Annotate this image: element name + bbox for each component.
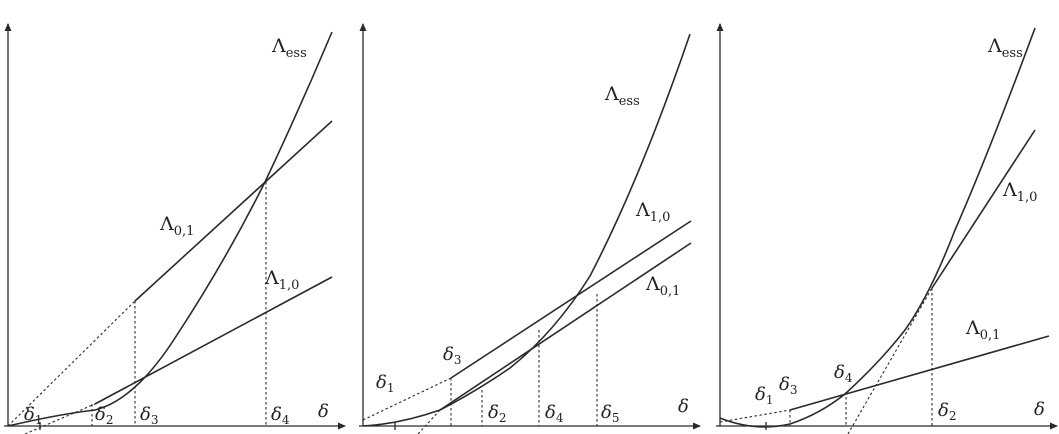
label-lambda-1-0: $\Lambda_{1,0}$ [265,267,300,293]
line-lambda-1-0 [451,221,691,378]
label-delta-4: $\delta_4$ [271,404,290,427]
label-lambda-ess: $\Lambda_{ess}$ [605,83,640,109]
label-delta-4: $\delta_4$ [545,402,564,425]
label-delta-3: $\delta_3$ [140,404,159,427]
label-lambda-0-1: $\Lambda_{0,1}$ [160,213,195,239]
label-delta-5: $\delta_5$ [601,402,620,425]
axis-label-delta: δ [318,401,329,422]
label-delta-1: $\delta_1$ [376,372,395,395]
line-lambda-1-0-extension [848,288,932,434]
label-delta-1: $\delta_1$ [755,384,774,407]
label-lambda-1-0: $\Lambda_{1,0}$ [1003,179,1038,205]
label-lambda-0-1: $\Lambda_{0,1}$ [966,317,1001,343]
label-lambda-ess: $\Lambda_{ess}$ [272,35,307,61]
line-lambda-0-1 [440,243,691,410]
panel-3 [716,24,1057,434]
label-lambda-0-1: $\Lambda_{0,1}$ [646,273,681,299]
panel-1 [4,24,345,434]
line-lambda-0-1-extension [720,410,790,422]
label-delta-3: $\delta_3$ [779,374,798,397]
panel-2 [359,24,700,434]
label-delta-2: $\delta_2$ [95,404,114,427]
axis-label-delta: δ [1034,399,1045,420]
label-delta-4: $\delta_4$ [834,362,853,385]
label-delta-2: $\delta_2$ [488,402,507,425]
line-lambda-0-1 [135,121,332,301]
line-lambda-1-0 [932,130,1038,288]
curve-lambda-ess [720,28,1038,427]
label-delta-3: $\delta_3$ [443,344,462,367]
axis-label-delta: δ [678,396,689,417]
label-delta-1: $\delta_1$ [24,404,43,427]
label-lambda-ess: $\Lambda_{ess}$ [988,35,1023,61]
label-lambda-1-0: $\Lambda_{1,0}$ [636,199,671,225]
line-lambda-1-0 [95,277,332,404]
label-delta-2: $\delta_2$ [938,400,957,423]
line-lambda-0-1 [790,336,1049,410]
curve-lambda-ess [363,34,690,426]
